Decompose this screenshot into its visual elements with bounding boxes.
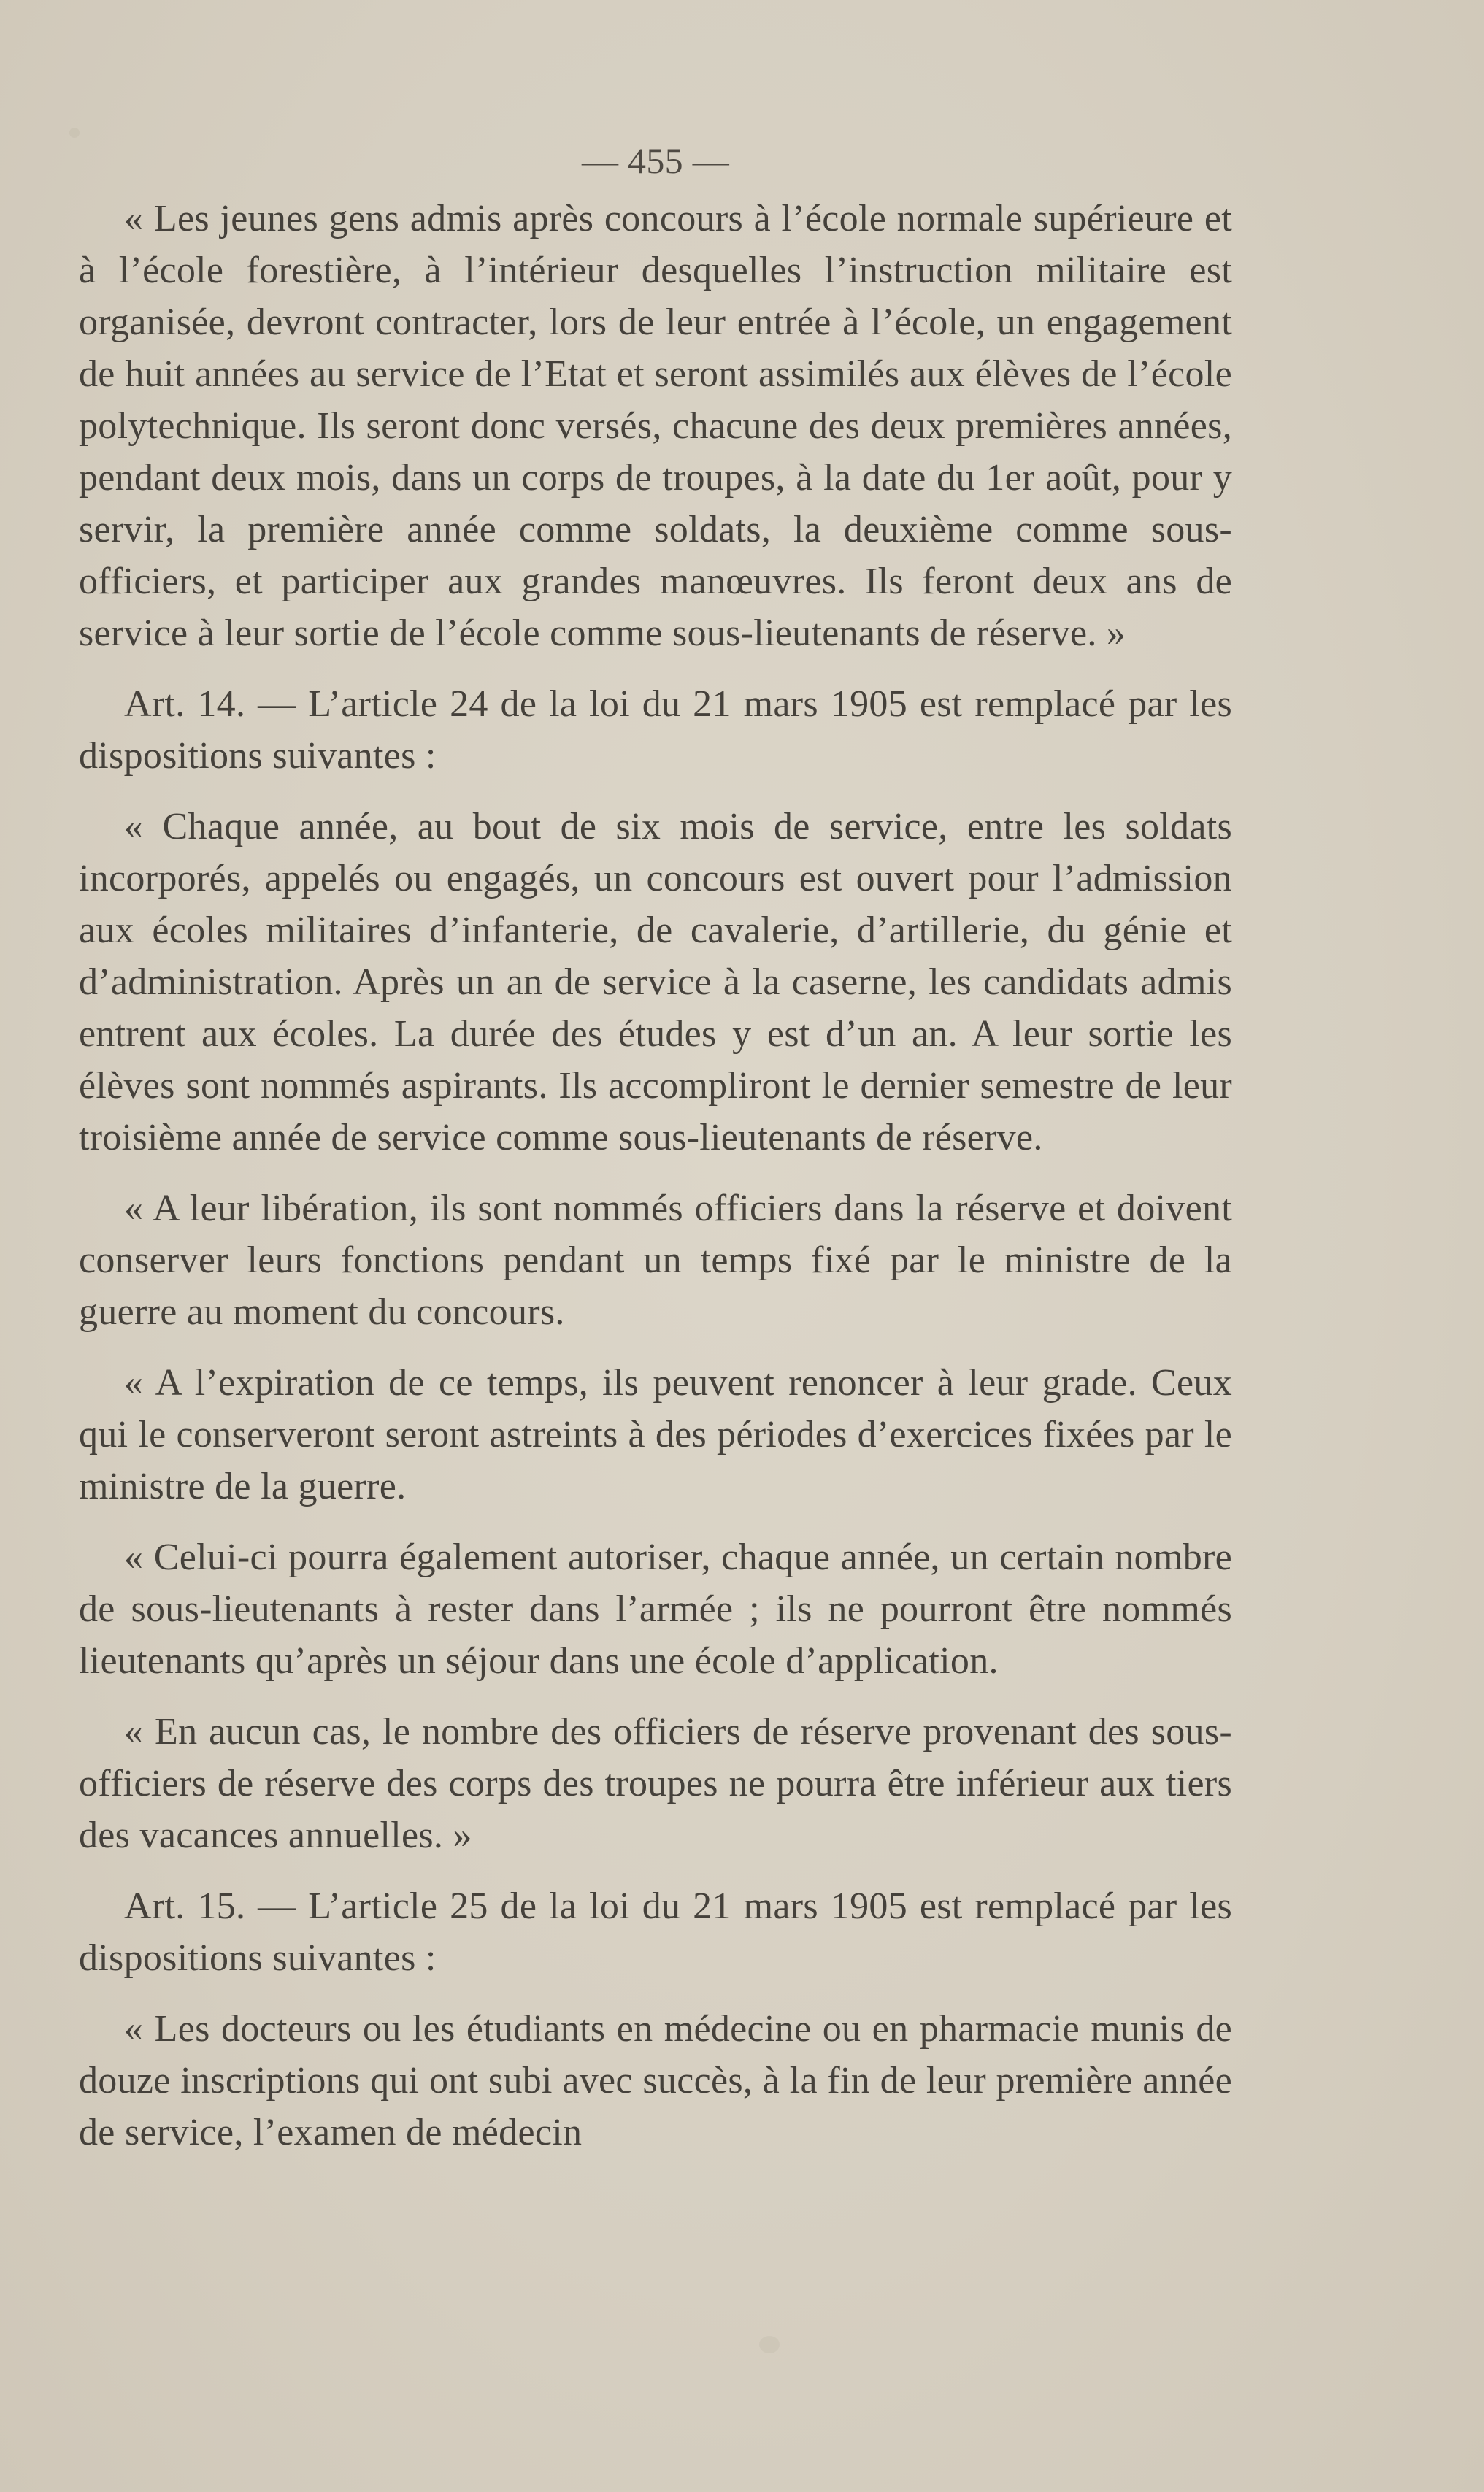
paragraph-ecole-normale: « Les jeunes gens admis après concours à l’école normale supérieure et à l’école forestière, à l’intérieur desquelles l’instruction militaire est organisée, devront contracter, lors de leur entrée à l’école, un engagement de huit années au service de l’Etat et seront assimilés aux élèves de l’école polytechnique. Ils seront donc versés, chacune des deux premières années, pendant deux mois, dans un corps de troupes, à la date du 1er août, pour y servir, la première année comme soldats, la deuxième comme sous-officiers, et participer aux grandes manœuvres. Ils feront deux ans de service à leur sortie de l’école comme sous-lieutenants de réserve. » <box>79 198 1232 654</box>
paper-stain <box>759 2336 780 2353</box>
paragraph-article-14: Art. 14. — L’article 24 de la loi du 21 mars 1905 est remplacé par les dispositions suivantes : <box>79 683 1232 777</box>
paper-stain <box>69 128 80 138</box>
paragraph-article-15: Art. 15. — L’article 25 de la loi du 21 mars 1905 est remplacé par les dispositions suivantes : <box>79 1885 1232 1979</box>
paragraph-docteurs: « Les docteurs ou les étudiants en médecine ou en pharmacie munis de douze inscriptions qui ont subi avec succès, à la fin de leur première année de service, l’examen de médecin <box>79 2008 1232 2153</box>
paragraph-liberation: « A leur libération, ils sont nommés officiers dans la réserve et doivent conserver leurs fonctions pendant un temps fixé par le ministre de la guerre au moment du concours. <box>79 1188 1232 1333</box>
paragraph-expiration: « A l’expiration de ce temps, ils peuvent renoncer à leur grade. Ceux qui le conserveront seront astreints à des périodes d’exercices fixées par le ministre de la guerre. <box>79 1362 1232 1507</box>
paragraph-concours: « Chaque année, au bout de six mois de service, entre les soldats incorporés, appelés ou engagés, un concours est ouvert pour l’admission aux écoles militaires d’infanterie, de cavalerie, d’artillerie, du génie et d’administration. Après un an de service à la caserne, les candidats admis entrent aux écoles. La durée des études y est d’un an. A leur sortie les élèves sont nommés aspirants. Ils accompliront le dernier semestre de leur troisième année de service comme sous-lieutenants de réserve. <box>79 806 1232 1158</box>
paragraph-autorisation: « Celui-ci pourra également autoriser, chaque année, un certain nombre de sous-lieutenants à rester dans l’armée ; ils ne pourront être nommés lieutenants qu’après un séjour dans une école d’application. <box>79 1537 1232 1682</box>
page-number: — 455 — <box>581 140 730 181</box>
page-text <box>79 139 1232 2158</box>
paragraph-nombre-officiers: « En aucun cas, le nombre des officiers de réserve provenant des sous-officiers de réserve des corps des troupes ne pourra être inférieur aux tiers des vacances annuelles. » <box>79 1711 1232 1856</box>
